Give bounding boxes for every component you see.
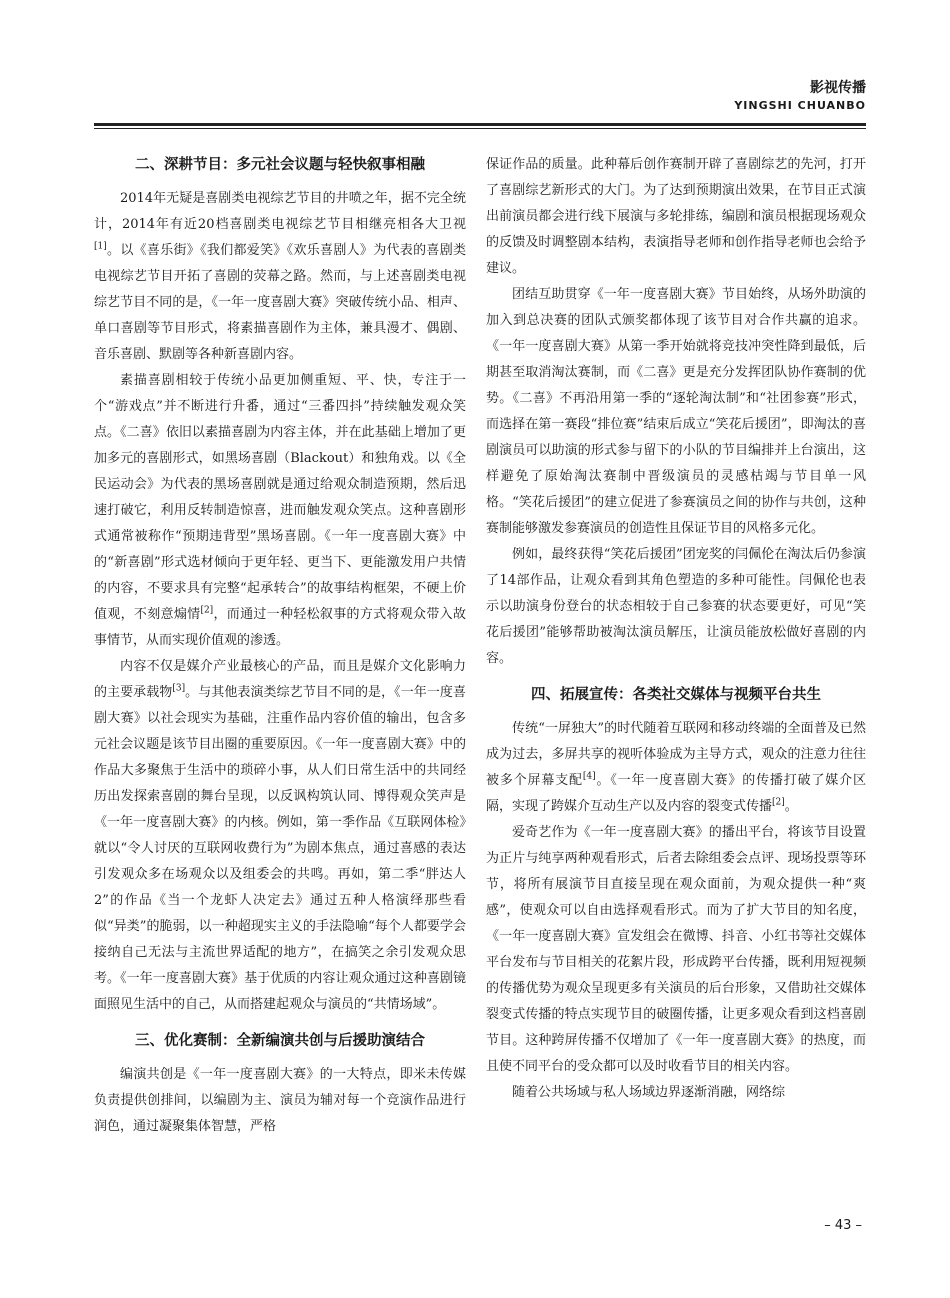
citation: [2] — [772, 797, 785, 808]
journal-section-title-pinyin: YINGSHI CHUANBO — [734, 99, 866, 112]
paragraph: 随着公共场域与私人场域边界逐渐消融，网络综 — [512, 1085, 786, 1100]
paragraph: 保证作品的质量。此种幕后创作赛制开辟了喜剧综艺的先河，打开了喜剧综艺新形式的大门。为了达到预期演出效果，在节目正式演出前演员都会进行线下展演与多轮排练，编剧和演员根据现场观众的反馈及时调整剧本结构，表演指导老师和创作指导老师也会给予建议。 — [486, 157, 866, 276]
paragraph: 爱奇艺作为《一年一度喜剧大赛》的播出平台，将该节目设置为正片与纯享两种观看形式，后者去除组委会点评、现场投票等环节，将所有展演节目直接呈现在观众面前，为观众提供一种“爽感”，使观众可以自由选择观看形式。而为了扩大节目的知名度，《一年一度喜剧大赛》宣发组会在微博、抖音、小红书等社交媒体平台发布与节目相关的花絮片段，形成跨平台传播，既利用短视频的传播优势为观众呈现更多有关演员的后台形象，又借助社交媒体裂变式传播的特点实现节目的破圈传播，让更多观众看到这档喜剧节目。这种跨屏传播不仅增加了《一年一度喜剧大赛》的热度，而且使不同平台的受众都可以及时收看节目的相关内容。 — [486, 825, 866, 1074]
citation: [2] — [200, 605, 214, 616]
paragraph: 素描喜剧相较于传统小品更加侧重短、平、快，专注于一个“游戏点”并不断进行升番，通过“三番四抖”持续触发观众笑点。《二喜》依旧以素描喜剧为内容主体，并在此基础上增加了更加多元的喜剧形式，如黑场喜剧（Blackout）和独角戏。以《全民运动会》为代表的黑场喜剧就是通过给观众制造预期，然后迅速打破它，利用反转制造惊喜，进而触发观众笑点。这种喜剧形式通常被称作“预期违背型”黑场喜剧。《一年一度喜剧大赛》中的“新喜剧”形式选材倾向于更年轻、更当下、更能激发用户共情的内容，不要求具有完整“起承转合”的故事结构框架，不硬上价值观，不刻意煽情[2]，而通过一种轻松叙事的方式将观众带入故事情节，从而实现价值观的渗透。 — [94, 373, 466, 648]
right-column — [486, 152, 866, 1106]
paragraph: 编演共创是《一年一度喜剧大赛》的一大特点，即米未传媒负责提供创排间，以编剧为主、演员为辅对每一个竞演作品进行润色，通过凝聚集体智慧，严格 — [94, 1067, 466, 1134]
left-column — [94, 152, 466, 1140]
paragraph: 2014年无疑是喜剧类电视综艺节目的井喷之年，据不完全统计，2014年有近20档喜剧类电视综艺节目相继亮相各大卫视[1]。以《喜乐街》《我们都爱笑》《欢乐喜剧人》为代表的喜剧类电视综艺节目开拓了喜剧的荧幕之路。然而，与上述喜剧类电视综艺节目不同的是，《一年一度喜剧大赛》突破传统小品、相声、单口喜剧等节目形式，将素描喜剧作为主体，兼具漫才、偶剧、音乐喜剧、默剧等各种新喜剧内容。 — [94, 191, 466, 362]
page-number: – 43 – — [824, 1218, 862, 1233]
section-heading-2: 二、深耕节目：多元社会议题与轻快叙事相融 — [135, 157, 425, 173]
section-heading-3: 三、优化赛制：全新编演共创与后援助演结合 — [135, 1033, 425, 1049]
header-rule-thin — [94, 128, 866, 129]
journal-section-title: 影视传播 — [810, 80, 866, 96]
citation: [4] — [582, 771, 596, 782]
paragraph: 团结互助贯穿《一年一度喜剧大赛》节目始终，从场外助演的加入到总决赛的团队式颁奖都体现了该节目对合作共赢的追求。《一年一度喜剧大赛》从第一季开始就将竞技冲突性降到最低，后期甚至取消淘汰赛制，而《二喜》更是充分发挥团队协作赛制的优势。《二喜》不再沿用第一季的“逐轮淘汰制”和“社团参赛”形式，而选择在第一赛段“排位赛”结束后成立“笑花后援团”，即淘汰的喜剧演员可以助演的形式参与留下的小队的节目编排并上台演出，这样避免了原始淘汰赛制中晋级演员的灵感枯竭与节目单一风格。“笑花后援团”的建立促进了参赛演员之间的协作与共创，这种赛制能够激发参赛演员的创造性且保证节目的风格多元化。 — [486, 287, 866, 536]
paragraph: 传统“一屏独大”的时代随着互联网和移动终端的全面普及已然成为过去，多屏共享的视听体验成为主导方式，观众的注意力往往被多个屏幕支配[4]。《一年一度喜剧大赛》的传播打破了媒介区隔，实现了跨媒介互动生产以及内容的裂变式传播[2]。 — [486, 721, 866, 814]
running-header — [94, 78, 866, 122]
paragraph: 例如，最终获得“笑花后援团”团宠奖的闫佩伦在淘汰后仍参演了14部作品，让观众看到其角色塑造的多种可能性。闫佩伦也表示以助演身份登台的状态相较于自己参赛的状态要更好，可见“笑花后援团”能够帮助被淘汰演员解压，让演员能放松做好喜剧的内容。 — [486, 547, 866, 666]
citation: [1] — [94, 241, 107, 252]
header-rule-thick — [94, 123, 866, 126]
paragraph: 内容不仅是媒介产业最核心的产品，而且是媒介文化影响力的主要承载物[3]。与其他表演类综艺节目不同的是，《一年一度喜剧大赛》以社会现实为基础，注重作品内容价值的输出，包含多元社会议题是该节目出圈的重要原因。《一年一度喜剧大赛》中的作品大多聚焦于生活中的琐碎小事，从人们日常生活中的共同经历出发探索喜剧的舞台呈现，以反讽构筑认同、博得观众笑声是《一年一度喜剧大赛》的内核。例如，第一季作品《互联网体检》就以“令人讨厌的互联网收费行为”为剧本焦点，通过喜感的表达引发观众多在场观众以及组委会的共鸣。再如，第二季“胖达人2”的作品《当一个龙虾人决定去》通过五种人格演绎那些看似“异类”的脆弱，以一种超现实主义的手法隐喻“每个人都要学会接纳自己无法与主流世界适配的地方”，在搞笑之余引发观众思考。《一年一度喜剧大赛》基于优质的内容让观众通过这种喜剧镜面照见生活中的自己，从而搭建起观众与演员的“共情场域”。 — [94, 659, 466, 1012]
section-heading-4: 四、拓展宣传：各类社交媒体与视频平台共生 — [531, 687, 821, 703]
citation: [3] — [172, 683, 186, 694]
